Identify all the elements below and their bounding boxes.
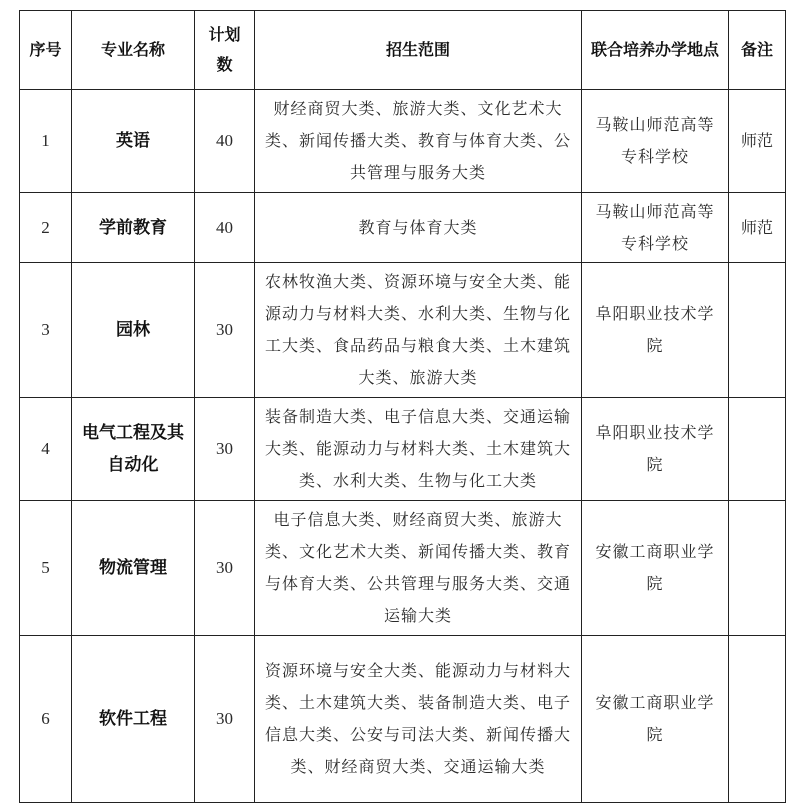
row-remark: 师范 bbox=[729, 90, 786, 193]
row-location: 安徽工商职业学院 bbox=[582, 636, 729, 803]
header-plan: 计划数 bbox=[195, 11, 255, 90]
table-row bbox=[20, 398, 786, 501]
row-scope: 农林牧渔大类、资源环境与安全大类、能源动力与材料大类、水利大类、生物与化工大类、食品药品与粮食大类、土木建筑大类、旅游大类 bbox=[255, 263, 582, 398]
enrollment-table bbox=[19, 10, 786, 803]
row-major: 物流管理 bbox=[72, 501, 195, 636]
table-row bbox=[20, 636, 786, 803]
table-row bbox=[20, 263, 786, 398]
row-plan: 40 bbox=[195, 90, 255, 193]
row-seq: 2 bbox=[20, 193, 72, 263]
table-row bbox=[20, 90, 786, 193]
row-location: 马鞍山师范高等专科学校 bbox=[582, 90, 729, 193]
row-scope: 财经商贸大类、旅游大类、文化艺术大类、新闻传播大类、教育与体育大类、公共管理与服务大类 bbox=[255, 90, 582, 193]
row-plan: 30 bbox=[195, 398, 255, 501]
row-scope: 资源环境与安全大类、能源动力与材料大类、土木建筑大类、装备制造大类、电子信息大类、公安与司法大类、新闻传播大类、财经商贸大类、交通运输大类 bbox=[255, 636, 582, 803]
row-major: 英语 bbox=[72, 90, 195, 193]
header-row bbox=[20, 11, 786, 90]
row-remark bbox=[729, 501, 786, 636]
row-scope: 电子信息大类、财经商贸大类、旅游大类、文化艺术大类、新闻传播大类、教育与体育大类、公共管理与服务大类、交通运输大类 bbox=[255, 501, 582, 636]
row-major: 园林 bbox=[72, 263, 195, 398]
row-remark: 师范 bbox=[729, 193, 786, 263]
row-plan: 30 bbox=[195, 263, 255, 398]
row-location: 安徽工商职业学院 bbox=[582, 501, 729, 636]
header-remark: 备注 bbox=[729, 11, 786, 90]
table-row bbox=[20, 501, 786, 636]
row-remark bbox=[729, 636, 786, 803]
row-remark bbox=[729, 398, 786, 501]
row-scope: 教育与体育大类 bbox=[255, 193, 582, 263]
row-location: 马鞍山师范高等专科学校 bbox=[582, 193, 729, 263]
row-seq: 4 bbox=[20, 398, 72, 501]
table-row bbox=[20, 193, 786, 263]
row-major: 软件工程 bbox=[72, 636, 195, 803]
row-plan: 30 bbox=[195, 501, 255, 636]
header-major: 专业名称 bbox=[72, 11, 195, 90]
row-plan: 30 bbox=[195, 636, 255, 803]
row-major: 学前教育 bbox=[72, 193, 195, 263]
header-scope: 招生范围 bbox=[255, 11, 582, 90]
row-scope: 装备制造大类、电子信息大类、交通运输大类、能源动力与材料大类、土木建筑大类、水利大类、生物与化工大类 bbox=[255, 398, 582, 501]
row-location: 阜阳职业技术学院 bbox=[582, 398, 729, 501]
row-seq: 6 bbox=[20, 636, 72, 803]
row-seq: 1 bbox=[20, 90, 72, 193]
row-seq: 5 bbox=[20, 501, 72, 636]
header-seq: 序号 bbox=[20, 11, 72, 90]
row-remark bbox=[729, 263, 786, 398]
row-location: 阜阳职业技术学院 bbox=[582, 263, 729, 398]
header-location: 联合培养办学地点 bbox=[582, 11, 729, 90]
row-plan: 40 bbox=[195, 193, 255, 263]
row-major: 电气工程及其自动化 bbox=[72, 398, 195, 501]
row-seq: 3 bbox=[20, 263, 72, 398]
